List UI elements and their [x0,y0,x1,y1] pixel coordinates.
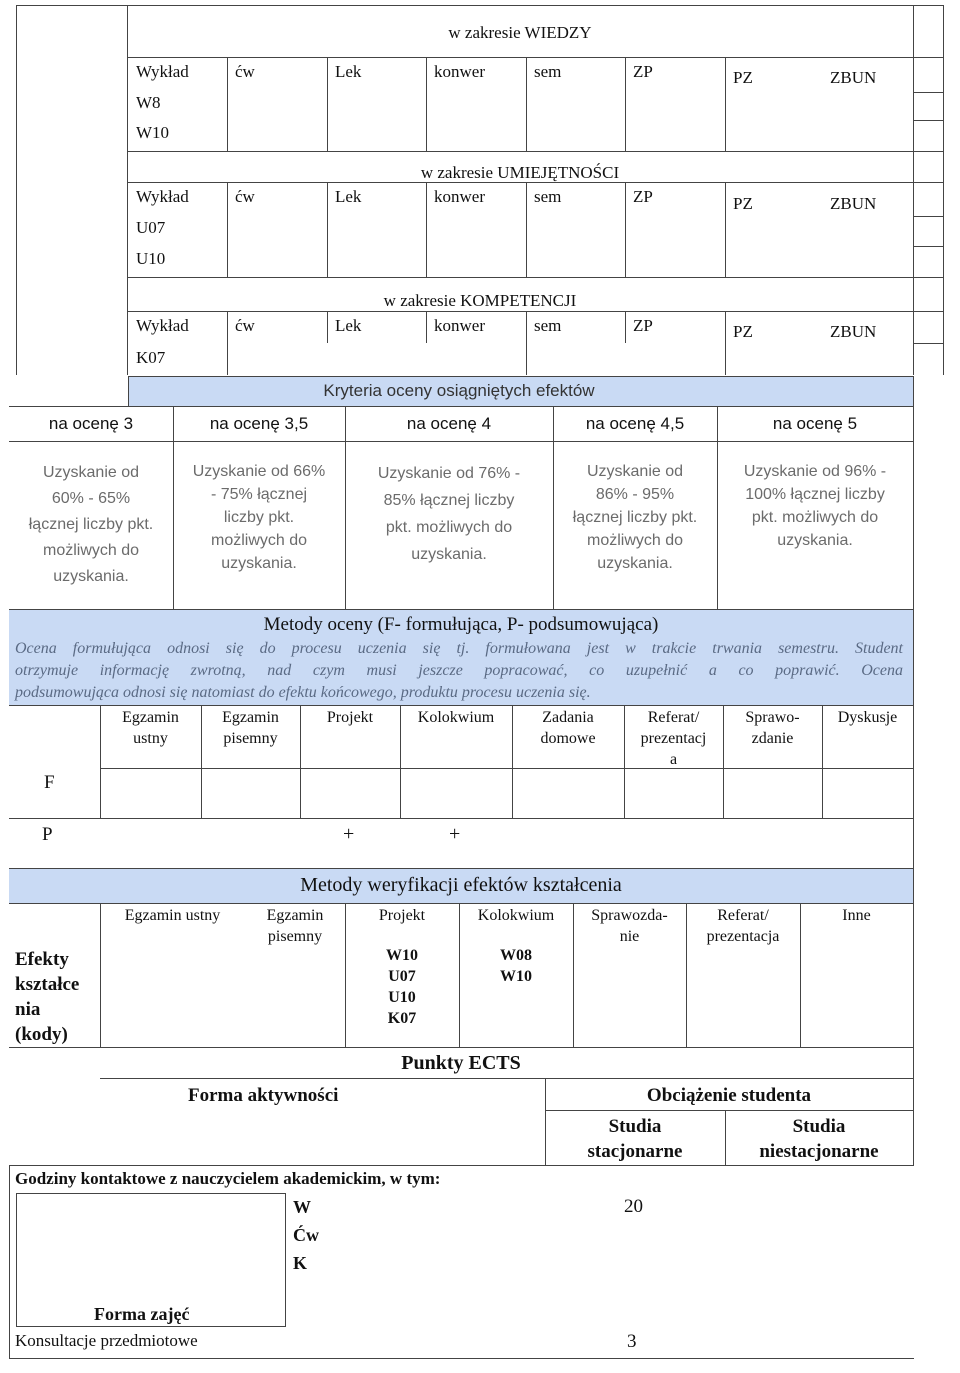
umiejetnosci-header-lek: Lek [335,187,362,206]
umiejetnosci-header-pz: PZ [733,194,753,213]
forma-zajec-label: Forma zajęć [94,1304,190,1324]
wer-col-egzamin-ustny: Egzamin ustny [124,907,221,924]
ects-title: Punkty ECTS [401,1052,521,1074]
umiejetnosci-header-zbun: ZBUN [830,194,877,213]
k-label: K [293,1253,308,1273]
wiedzy-header-cw: ćw [235,62,255,81]
grade-3-5-label: na ocenę 3,5 [209,414,309,433]
wiedzy-header-wyklad: Wykład [136,62,189,81]
grade-4-label: na ocenę 4 [406,414,492,433]
wiedzy-header-zp: ZP [633,62,653,81]
w-label: W [293,1197,311,1217]
grade-4-5-criteria: Uzyskanie od 86% - 95% łącznej liczby pkt. możliwych do uzyskania. [572,463,698,572]
grade-3-label: na ocenę 3 [48,414,134,433]
umiejetnosci-row-code: U07 [136,218,166,237]
kompetencji-header-zp: ZP [633,316,653,335]
projekt-codes: W10 U07 U10 K07 [386,947,418,1027]
kompetencji-header-konwer: konwer [434,316,485,335]
grade-5-label: na ocenę 5 [772,414,858,433]
col-egzamin-pisemny: Egzamin pisemny [222,709,279,747]
metody-oceny-description: Ocena formułująca odnosi się do procesu uczenia się tj. formułowana jest w trakcie trwania semestru. Student otrzymuje informację zwrotną, nad czym musi jeszcze popracować, co uzupełnić a co poprawić. Ocena podsumowująca odnosi się natomiast do efektu końcowego, produktu procesu uczenia się. [15,640,903,701]
p-mark-egzamin-pisemny: + [343,823,355,845]
col-sprawozdanie: Sprawo- zdanie [745,709,800,747]
obciazenie-label: Obciążenie studenta [646,1085,812,1106]
kompetencji-title: w zakresie KOMPETENCJI [383,291,577,310]
wiedzy-header-sem: sem [534,62,562,81]
kryteria-title: Kryteria oceny osiągniętych efektów [323,381,595,400]
grade-3-5-criteria: Uzyskanie od 66% - 75% łącznej liczby pkt. możliwych do uzyskania. [192,463,326,572]
umiejetnosci-header-wyklad: Wykład [136,187,189,206]
kompetencji-row-code: K07 [136,348,166,367]
col-dyskusje: Dyskusje [837,709,898,726]
wer-col-referat: Referat/ prezentacja [706,907,780,945]
wiedzy-header-lek: Lek [335,62,362,81]
wiedzy-row-code: W10 [136,123,170,142]
konsultacje-value: 3 [627,1331,637,1352]
row-p-label: P [42,824,53,845]
wer-col-sprawozdanie: Sprawozda- nie [591,907,668,945]
p-mark-projekt: + [449,823,461,845]
wiedzy-row-code: W8 [136,93,161,112]
row-f-label: F [44,772,55,793]
metody-oceny-title: Metody oceny (F- formułująca, P- podsumowująca) [263,614,659,635]
konsultacje-label: Konsultacje przedmiotowe [15,1331,198,1350]
grade-4-criteria: Uzyskanie od 76% - 85% łącznej liczby pkt. możliwych do uzyskania. [377,465,521,563]
kompetencji-header-lek: Lek [335,316,362,335]
kompetencji-header-cw: ćw [235,316,255,335]
wer-col-inne: Inne [842,907,871,924]
umiejetnosci-header-sem: sem [534,187,562,206]
wer-col-projekt: Projekt [378,907,426,924]
kolokwium-codes: W08 W10 [500,947,532,985]
kompetencji-header-sem: sem [534,316,562,335]
studia-stacjonarne-label: Studia stacjonarne [587,1116,683,1162]
wiedzy-title: w zakresie WIEDZY [448,23,592,42]
col-egzamin-ustny: Egzamin ustny [122,709,179,747]
kompetencji-header-wyklad: Wykład [136,316,189,335]
grade-5-criteria: Uzyskanie od 96% - 100% łącznej liczby pkt. możliwych do uzyskania. [743,463,887,549]
col-zadania-domowe: Zadania domowe [540,709,596,747]
wer-col-kolokwium: Kolokwium [477,907,555,924]
grade-4-5-label: na ocenę 4,5 [585,414,685,433]
col-projekt: Projekt [326,709,374,726]
wiedzy-header-zbun: ZBUN [830,68,877,87]
kompetencji-header-pz: PZ [733,322,753,341]
wiedzy-header-konwer: konwer [434,62,485,81]
efekty-row-label: Efekty kształce nia (kody) [15,949,80,1045]
kompetencji-header-zbun: ZBUN [830,322,877,341]
umiejetnosci-title: w zakresie UMIEJĘTNOŚCI [420,163,620,182]
grade-3-criteria: Uzyskanie od 60% - 65% łącznej liczby pkt. możliwych do uzyskania. [28,464,154,585]
wer-col-egzamin-pisemny: Egzamin pisemny [266,907,324,945]
umiejetnosci-header-zp: ZP [633,187,653,206]
weryfikacja-title: Metody weryfikacji efektów kształcenia [300,874,622,896]
godziny-kontaktowe-label: Godziny kontaktowe z nauczycielem akademickim, w tym: [15,1169,441,1188]
umiejetnosci-header-cw: ćw [235,187,255,206]
wiedzy-header-pz: PZ [733,68,753,87]
cw-label: Ćw [293,1225,319,1245]
w-value: 20 [624,1196,643,1217]
umiejetnosci-header-konwer: konwer [434,187,485,206]
col-kolokwium: Kolokwium [417,709,495,726]
umiejetnosci-row-code: U10 [136,249,166,268]
forma-aktywnosci-label: Forma aktywności [188,1085,339,1106]
studia-niestacjonarne-label: Studia niestacjonarne [759,1116,879,1162]
col-referat: Referat/ prezentacj a [640,709,707,768]
